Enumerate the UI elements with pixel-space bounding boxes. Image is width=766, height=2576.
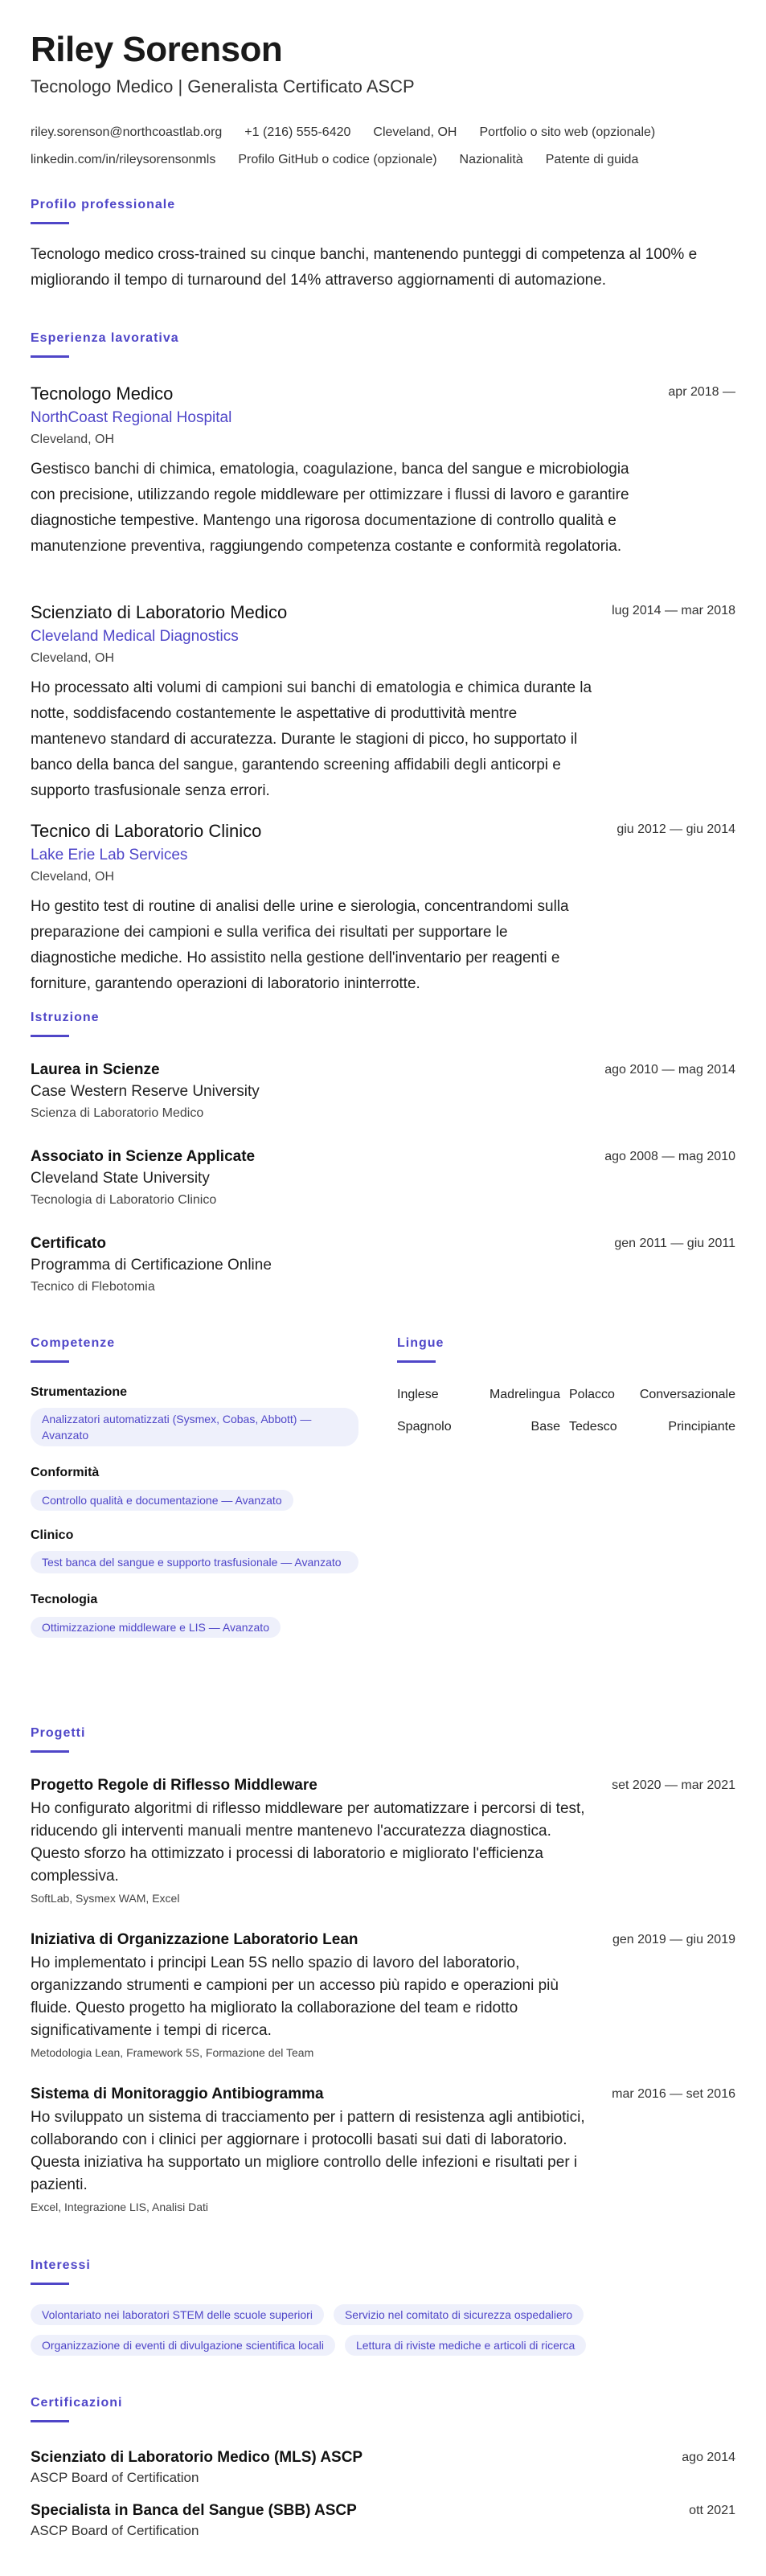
project-entry bbox=[31, 2084, 735, 2216]
skill-category-name: Clinico bbox=[31, 1528, 74, 1542]
job-company: Lake Erie Lab Services bbox=[31, 847, 188, 863]
language-name: Tedesco bbox=[569, 1420, 617, 1434]
section-title-languages: Lingue bbox=[397, 1336, 444, 1350]
skill-chip: Ottimizzazione middleware e LIS — Avanzato bbox=[31, 1617, 281, 1638]
section-divider bbox=[31, 222, 69, 224]
certification-name: Scienziato di Laboratorio Medico (MLS) ASCP bbox=[31, 2449, 363, 2466]
language-level: Base bbox=[530, 1420, 560, 1434]
certification-date: ott 2021 bbox=[689, 2504, 735, 2517]
language-row bbox=[397, 1417, 735, 1450]
institution: Case Western Reserve University bbox=[31, 1083, 260, 1100]
job-company: NorthCoast Regional Hospital bbox=[31, 409, 232, 426]
skill-category bbox=[31, 1591, 368, 1638]
languages-section bbox=[397, 1336, 735, 1450]
job-entry bbox=[31, 820, 735, 997]
interest-list bbox=[31, 2304, 674, 2356]
skill-chip: Analizzatori automatizzati (Sysmex, Cobas, Abbott) — Avanzato bbox=[31, 1408, 358, 1446]
project-title: Sistema di Monitoraggio Antibiogramma bbox=[31, 2086, 324, 2102]
job-description: Gestisco banchi di chimica, ematologia, coagulazione, banca del sangue e microbiologia con precisione, utilizzando regole middleware per ottimizzare i flussi di lavoro e garantire diagnostiche tempestive. Mantengo una rigorosa documentazione di controllo qualità e manutenzione preventiva, raggiungendo competenza costante e conformità regolatoria. bbox=[31, 461, 629, 555]
project-description: Ho implementato i principi Lean 5S nello spazio di lavoro del laboratorio, organizzando strumenti e campioni per un accesso più rapido e operazioni più fluide. Questo progetto ha migliorato la collaborazione del team e ridotto significativamente i tempi di ricerca. bbox=[31, 1955, 559, 2039]
skill-category-name: Strumentazione bbox=[31, 1385, 128, 1399]
job-entry bbox=[31, 383, 735, 560]
certification-entry bbox=[31, 2447, 735, 2488]
job-company: Cleveland Medical Diagnostics bbox=[31, 628, 239, 645]
skill-category bbox=[31, 1527, 368, 1573]
certification-entry bbox=[31, 2500, 735, 2541]
field-of-study: Scienza di Laboratorio Medico bbox=[31, 1106, 204, 1120]
job-title: Tecnologo Medico bbox=[31, 384, 174, 404]
interest-chip: Organizzazione di eventi di divulgazione scientifica locali bbox=[31, 2335, 335, 2356]
education-entry bbox=[31, 1060, 735, 1124]
job-dates: giu 2012 — giu 2014 bbox=[616, 822, 735, 836]
section-divider bbox=[31, 1360, 69, 1363]
language-level: Madrelingua bbox=[489, 1388, 560, 1401]
job-title: Scienziato di Laboratorio Medico bbox=[31, 602, 288, 622]
project-title: Iniziativa di Organizzazione Laboratorio Lean bbox=[31, 1931, 358, 1948]
section-divider bbox=[31, 2283, 69, 2285]
project-entry bbox=[31, 1930, 735, 2061]
education-dates: ago 2010 — mag 2014 bbox=[604, 1063, 735, 1077]
projects-section bbox=[31, 1726, 735, 1753]
certifications-section bbox=[31, 2396, 735, 2422]
job-location: Cleveland, OH bbox=[31, 433, 115, 446]
language-level: Principiante bbox=[668, 1420, 735, 1434]
skill-category-name: Conformità bbox=[31, 1466, 100, 1479]
interest-chip: Lettura di riviste mediche e articoli di ricerca bbox=[345, 2335, 586, 2356]
section-divider bbox=[31, 1035, 69, 1037]
phone-link[interactable]: +1 (216) 555-6420 bbox=[244, 125, 351, 139]
education-entry bbox=[31, 1146, 735, 1211]
license-text: Patente di guida bbox=[545, 153, 639, 166]
language-row bbox=[397, 1385, 735, 1417]
section-divider bbox=[31, 355, 69, 358]
skills-section bbox=[31, 1336, 368, 1638]
language-name: Inglese bbox=[397, 1388, 439, 1401]
candidate-name: Riley Sorenson bbox=[31, 30, 283, 69]
nationality-text: Nazionalità bbox=[459, 153, 523, 166]
education-section bbox=[31, 1011, 735, 1037]
linkedin-link[interactable]: linkedin.com/in/rileysorensonmls bbox=[31, 153, 216, 166]
experience-section bbox=[31, 331, 735, 358]
institution: Programma di Certificazione Online bbox=[31, 1257, 272, 1274]
section-title-skills: Competenze bbox=[31, 1336, 116, 1350]
skill-category-name: Tecnologia bbox=[31, 1593, 98, 1606]
skill-chip: Controllo qualità e documentazione — Avanzato bbox=[31, 1490, 293, 1511]
degree-title: Certificato bbox=[31, 1235, 106, 1252]
headline: Tecnologo Medico | Generalista Certificato ASCP bbox=[31, 76, 415, 96]
institution: Cleveland State University bbox=[31, 1170, 210, 1187]
section-divider bbox=[31, 2420, 69, 2422]
section-title-certifications: Certificazioni bbox=[31, 2396, 123, 2410]
email-link[interactable]: riley.sorenson@northcoastlab.org bbox=[31, 125, 223, 139]
education-dates: ago 2008 — mag 2010 bbox=[604, 1150, 735, 1163]
summary-section bbox=[31, 198, 735, 293]
section-title-interests: Interessi bbox=[31, 2258, 91, 2272]
skill-chip: Test banca del sangue e supporto trasfusionale — Avanzato bbox=[31, 1551, 358, 1573]
degree-title: Associato in Scienze Applicate bbox=[31, 1148, 256, 1165]
interest-chip: Volontariato nei laboratori STEM delle scuole superiori bbox=[31, 2304, 324, 2325]
field-of-study: Tecnico di Flebotomia bbox=[31, 1280, 155, 1294]
project-description: Ho sviluppato un sistema di tracciamento per i pattern di resistenza agli antibiotici, collaborando con i clinici per aggiornare i protocolli basati sui dati di laboratorio. Questa iniziativa ha supportato un migliore controllo delle infezioni e risultati per i pazienti. bbox=[31, 2109, 585, 2193]
project-description: Ho configurato algoritmi di riflesso middleware per automatizzare i percorsi di test, riducendo gli interventi manuali mentre mantenevo l'accuratezza diagnostica. Questo sforzo ha ottimizzato i processi di laboratorio e migliorato l'efficienza complessiva. bbox=[31, 1800, 585, 1885]
field-of-study: Tecnologia di Laboratorio Clinico bbox=[31, 1193, 217, 1207]
project-tech: SoftLab, Sysmex WAM, Excel bbox=[31, 1892, 180, 1905]
education-dates: gen 2011 — giu 2011 bbox=[614, 1237, 735, 1250]
job-title: Tecnico di Laboratorio Clinico bbox=[31, 821, 262, 841]
interest-chip: Servizio nel comitato di sicurezza ospedaliero bbox=[334, 2304, 584, 2325]
job-entry bbox=[31, 601, 735, 804]
section-title-summary: Profilo professionale bbox=[31, 198, 176, 211]
section-title-education: Istruzione bbox=[31, 1011, 100, 1024]
project-tech: Metodologia Lean, Framework 5S, Formazione del Team bbox=[31, 2046, 314, 2059]
section-title-projects: Progetti bbox=[31, 1726, 86, 1740]
section-title-experience: Esperienza lavorativa bbox=[31, 331, 179, 345]
certification-issuer: ASCP Board of Certification bbox=[31, 2470, 199, 2485]
certification-issuer: ASCP Board of Certification bbox=[31, 2523, 199, 2538]
project-tech: Excel, Integrazione LIS, Analisi Dati bbox=[31, 2201, 209, 2213]
section-divider bbox=[31, 1750, 69, 1753]
project-title: Progetto Regole di Riflesso Middleware bbox=[31, 1777, 317, 1794]
certification-date: ago 2014 bbox=[682, 2451, 735, 2464]
education-entry bbox=[31, 1233, 735, 1298]
interests-section bbox=[31, 2258, 735, 2356]
job-description: Ho processato alti volumi di campioni sui banchi di ematologia e chimica durante la notte, soddisfacendo costantemente le aspettative di produttività mentre mantenevo standard di accuratezza. Durante le stagioni di picco, ho supportato il banco della banca del sangue, garantendo screening affidabili degli anticorpi e supporto trasfusionale senza errori. bbox=[31, 679, 592, 799]
location-text: Cleveland, OH bbox=[373, 125, 457, 139]
project-dates: mar 2016 — set 2016 bbox=[612, 2087, 735, 2101]
job-location: Cleveland, OH bbox=[31, 651, 115, 665]
language-level: Conversazionale bbox=[639, 1388, 735, 1401]
job-description: Ho gestito test di routine di analisi delle urine e sierologia, concentrandomi sulla preparazione dei campioni e sulla verifica dei risultati per supportare le diagnostiche mediche. Ho assistito nella gestione dell'inventario per reagenti e forniture, garantendo operazioni di laboratorio ininterrotte. bbox=[31, 898, 569, 992]
skill-category bbox=[31, 1384, 368, 1446]
project-dates: gen 2019 — giu 2019 bbox=[612, 1933, 735, 1946]
job-location: Cleveland, OH bbox=[31, 870, 115, 884]
skill-category bbox=[31, 1464, 368, 1511]
project-entry bbox=[31, 1775, 735, 1907]
degree-title: Laurea in Scienze bbox=[31, 1061, 160, 1078]
summary-text: Tecnologo medico cross-trained su cinque banchi, mantenendo punteggi di competenza al 100% e migliorando il tempo di turnaround del 14% attraverso aggiornamenti di automazione. bbox=[31, 246, 698, 289]
language-name: Spagnolo bbox=[397, 1420, 452, 1434]
contact-list bbox=[31, 119, 735, 174]
job-dates: lug 2014 — mar 2018 bbox=[612, 604, 735, 617]
project-dates: set 2020 — mar 2021 bbox=[612, 1778, 735, 1792]
github-link[interactable]: Profilo GitHub o codice (opzionale) bbox=[238, 153, 437, 166]
certification-name: Specialista in Banca del Sangue (SBB) ASCP bbox=[31, 2502, 357, 2519]
job-dates: apr 2018 — bbox=[668, 385, 735, 399]
section-divider bbox=[397, 1360, 436, 1363]
language-name: Polacco bbox=[569, 1388, 615, 1401]
portfolio-link[interactable]: Portfolio o sito web (opzionale) bbox=[479, 125, 656, 139]
